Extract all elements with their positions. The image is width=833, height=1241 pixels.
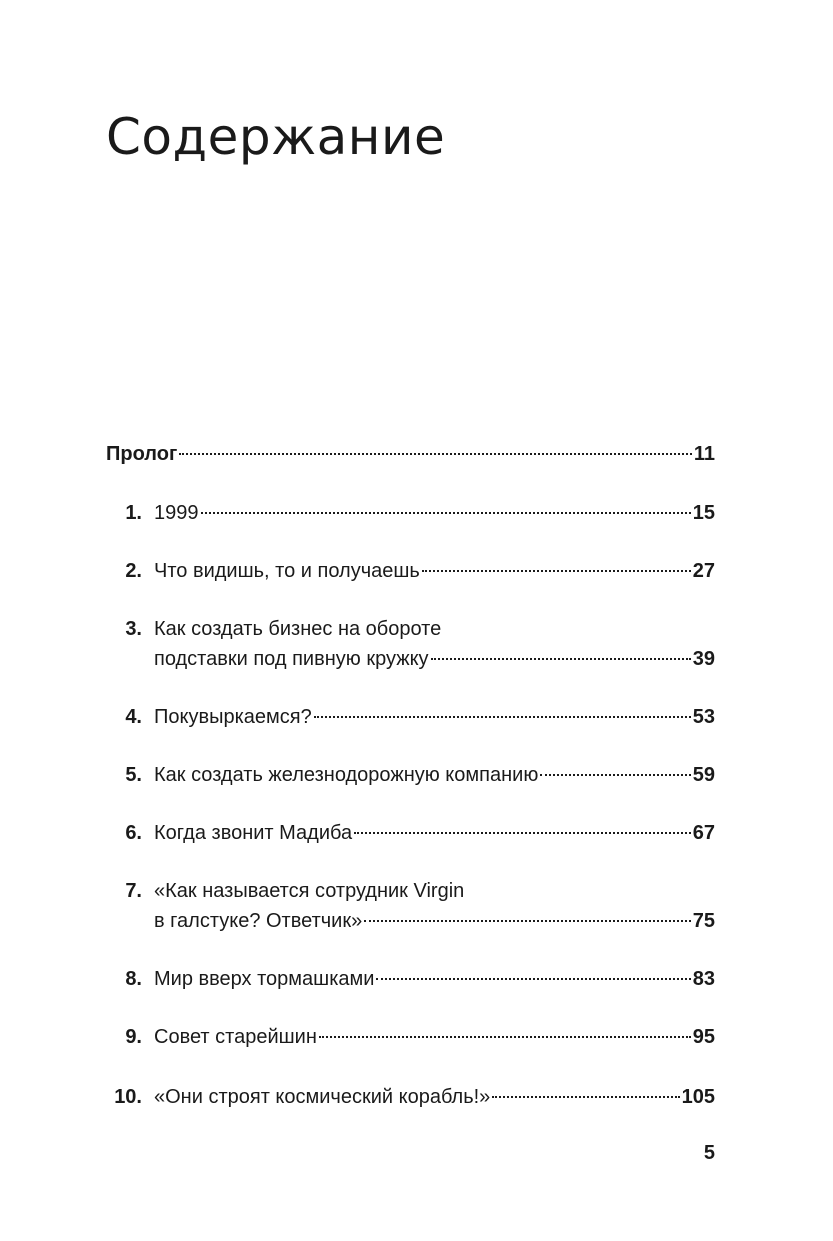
dot-leader — [201, 512, 691, 514]
entry-number: 5. — [125, 764, 142, 786]
entry-title: «Они строят космический корабль!» — [154, 1086, 491, 1108]
dot-leader — [179, 453, 692, 455]
page-number: 5 — [703, 1142, 715, 1164]
page-title: Содержание — [106, 108, 446, 166]
dot-leader — [376, 978, 690, 980]
entry-title: 1999 — [154, 502, 199, 524]
dot-leader — [364, 920, 691, 922]
dot-leader — [354, 832, 691, 834]
dot-leader — [319, 1036, 691, 1038]
entry-title-line-1: Как создать бизнес на обороте — [154, 618, 442, 640]
dot-leader — [431, 658, 691, 660]
dot-leader — [540, 774, 690, 776]
entry-title: Пролог — [106, 443, 178, 465]
entry-page: 67 — [692, 822, 715, 844]
entry-number: 7. — [125, 880, 142, 902]
entry-number: 10. — [114, 1086, 142, 1108]
entry-title: Совет старейшин — [154, 1026, 317, 1048]
entry-number: 1. — [125, 502, 142, 524]
entry-title-line-2: в галстуке? Ответчик» — [154, 910, 363, 932]
entry-number: 8. — [125, 968, 142, 990]
entry-page: 11 — [693, 443, 715, 465]
dot-leader — [422, 570, 691, 572]
entry-page: 59 — [692, 764, 715, 786]
entry-page: 53 — [692, 706, 715, 728]
dot-leader — [492, 1096, 679, 1098]
entry-page: 15 — [692, 502, 715, 524]
dot-leader — [314, 716, 691, 718]
entry-title: Как создать железнодорожную компанию — [154, 764, 539, 786]
entry-number: 6. — [125, 822, 142, 844]
entry-page: 83 — [692, 968, 715, 990]
entry-number: 3. — [125, 618, 142, 640]
entry-title-line-1: «Как называется сотрудник Virgin — [154, 880, 465, 902]
entry-page: 105 — [681, 1086, 715, 1108]
entry-title: Покувыркаемся? — [154, 706, 312, 728]
entry-page: 27 — [692, 560, 715, 582]
entry-number: 4. — [125, 706, 142, 728]
entry-title: Мир вверх тормашками — [154, 968, 375, 990]
entry-number: 2. — [125, 560, 142, 582]
entry-title-line-2: подставки под пивную кружку — [154, 648, 429, 670]
entry-title: Что видишь, то и получаешь — [154, 560, 420, 582]
entry-page: 39 — [692, 648, 715, 670]
entry-page: 95 — [692, 1026, 715, 1048]
entry-number: 9. — [125, 1026, 142, 1048]
entry-page: 75 — [692, 910, 715, 932]
entry-title: Когда звонит Мадиба — [154, 822, 353, 844]
